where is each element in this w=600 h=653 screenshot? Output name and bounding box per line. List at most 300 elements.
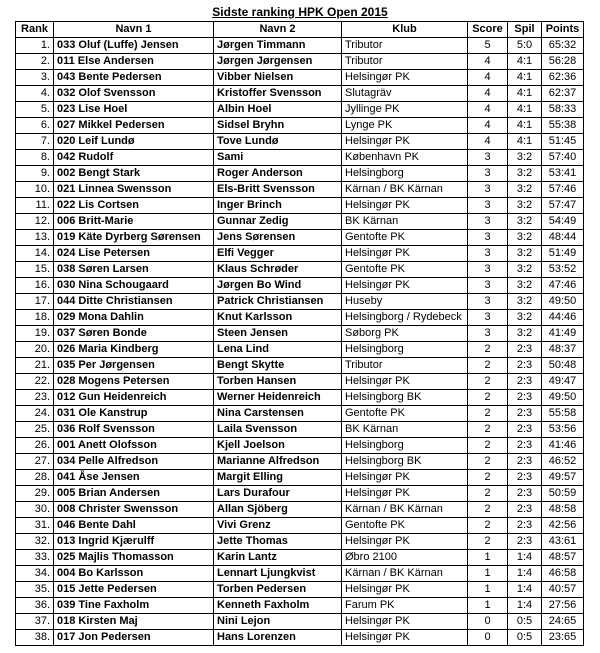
cell-klub: Farum PK <box>342 598 468 614</box>
cell-rank: 27. <box>16 454 54 470</box>
cell-points: 51:45 <box>542 134 584 150</box>
cell-score: 4 <box>468 70 508 86</box>
cell-points: 42:56 <box>542 518 584 534</box>
cell-spil: 2:3 <box>508 534 542 550</box>
cell-points: 40:57 <box>542 582 584 598</box>
cell-rank: 12. <box>16 214 54 230</box>
document-title: Sidste ranking HPK Open 2015 <box>212 5 388 19</box>
cell-navn1: 034 Pelle Alfredson <box>54 454 214 470</box>
cell-navn1: 030 Nina Schougaard <box>54 278 214 294</box>
cell-navn2: Patrick Christiansen <box>214 294 342 310</box>
cell-navn1: 038 Søren Larsen <box>54 262 214 278</box>
cell-score: 3 <box>468 246 508 262</box>
cell-klub: Helsingør PK <box>342 470 468 486</box>
table-row <box>16 614 584 630</box>
cell-klub: Helsingør PK <box>342 614 468 630</box>
header-spil: Spil <box>508 22 542 38</box>
cell-navn2: Lena Lind <box>214 342 342 358</box>
cell-navn2: Kjell Joelson <box>214 438 342 454</box>
cell-points: 65:32 <box>542 38 584 54</box>
table-row <box>16 438 584 454</box>
cell-navn2: Elfi Vegger <box>214 246 342 262</box>
cell-score: 2 <box>468 342 508 358</box>
cell-klub: Huseby <box>342 294 468 310</box>
table-row <box>16 326 584 342</box>
cell-points: 50:59 <box>542 486 584 502</box>
table-row <box>16 214 584 230</box>
cell-navn2: Sidsel Bryhn <box>214 118 342 134</box>
cell-rank: 29. <box>16 486 54 502</box>
cell-spil: 1:4 <box>508 566 542 582</box>
cell-klub: København PK <box>342 150 468 166</box>
cell-klub: Helsingør PK <box>342 198 468 214</box>
cell-rank: 36. <box>16 598 54 614</box>
header-points: Points <box>542 22 584 38</box>
cell-rank: 10. <box>16 182 54 198</box>
cell-klub: Helsingør PK <box>342 246 468 262</box>
table-row <box>16 70 584 86</box>
table-row <box>16 294 584 310</box>
cell-rank: 7. <box>16 134 54 150</box>
cell-spil: 4:1 <box>508 86 542 102</box>
cell-spil: 2:3 <box>508 518 542 534</box>
cell-klub: Gentofte PK <box>342 262 468 278</box>
cell-points: 48:57 <box>542 550 584 566</box>
cell-score: 3 <box>468 278 508 294</box>
cell-spil: 4:1 <box>508 102 542 118</box>
cell-spil: 0:5 <box>508 614 542 630</box>
cell-points: 48:37 <box>542 342 584 358</box>
cell-navn2: Klaus Schrøder <box>214 262 342 278</box>
cell-score: 3 <box>468 230 508 246</box>
table-row <box>16 134 584 150</box>
table-row <box>16 150 584 166</box>
cell-rank: 18. <box>16 310 54 326</box>
table-row <box>16 390 584 406</box>
cell-navn2: Knut Karlsson <box>214 310 342 326</box>
cell-spil: 3:2 <box>508 246 542 262</box>
cell-navn2: Kristoffer Svensson <box>214 86 342 102</box>
cell-navn1: 031 Ole Kanstrup <box>54 406 214 422</box>
table-row <box>16 550 584 566</box>
cell-klub: Søborg PK <box>342 326 468 342</box>
table-row <box>16 486 584 502</box>
cell-score: 2 <box>468 406 508 422</box>
cell-spil: 4:1 <box>508 118 542 134</box>
cell-spil: 2:3 <box>508 358 542 374</box>
cell-points: 54:49 <box>542 214 584 230</box>
header-klub: Klub <box>342 22 468 38</box>
cell-navn1: 013 Ingrid Kjærulff <box>54 534 214 550</box>
cell-navn1: 041 Åse Jensen <box>54 470 214 486</box>
cell-navn1: 018 Kirsten Maj <box>54 614 214 630</box>
cell-navn2: Els-Britt Svensson <box>214 182 342 198</box>
table-row <box>16 630 584 646</box>
cell-navn2: Hans Lorenzen <box>214 630 342 646</box>
cell-rank: 17. <box>16 294 54 310</box>
cell-points: 48:44 <box>542 230 584 246</box>
cell-rank: 21. <box>16 358 54 374</box>
cell-navn1: 039 Tine Faxholm <box>54 598 214 614</box>
cell-score: 1 <box>468 598 508 614</box>
cell-navn1: 017 Jon Pedersen <box>54 630 214 646</box>
cell-navn2: Roger Anderson <box>214 166 342 182</box>
cell-rank: 13. <box>16 230 54 246</box>
cell-navn1: 012 Gun Heidenreich <box>54 390 214 406</box>
header-rank: Rank <box>16 22 54 38</box>
cell-navn2: Lennart Ljungkvist <box>214 566 342 582</box>
cell-klub: Kärnan / BK Kärnan <box>342 566 468 582</box>
header-navn1: Navn 1 <box>54 22 214 38</box>
table-row <box>16 518 584 534</box>
cell-rank: 37. <box>16 614 54 630</box>
cell-klub: Helsingborg BK <box>342 390 468 406</box>
cell-klub: Helsingør PK <box>342 70 468 86</box>
table-row <box>16 118 584 134</box>
cell-navn2: Bengt Skytte <box>214 358 342 374</box>
cell-spil: 3:2 <box>508 150 542 166</box>
cell-klub: Gentofte PK <box>342 518 468 534</box>
cell-spil: 2:3 <box>508 454 542 470</box>
cell-rank: 28. <box>16 470 54 486</box>
cell-spil: 2:3 <box>508 342 542 358</box>
cell-rank: 8. <box>16 150 54 166</box>
cell-navn2: Vivi Grenz <box>214 518 342 534</box>
cell-klub: Helsingborg <box>342 342 468 358</box>
table-row <box>16 406 584 422</box>
table-row <box>16 454 584 470</box>
table-row <box>16 598 584 614</box>
table-row <box>16 358 584 374</box>
cell-navn1: 044 Ditte Christiansen <box>54 294 214 310</box>
cell-navn1: 021 Linnea Swensson <box>54 182 214 198</box>
cell-navn2: Allan Sjöberg <box>214 502 342 518</box>
cell-spil: 2:3 <box>508 374 542 390</box>
table-row <box>16 310 584 326</box>
cell-spil: 3:2 <box>508 326 542 342</box>
cell-points: 55:38 <box>542 118 584 134</box>
cell-navn2: Karin Lantz <box>214 550 342 566</box>
cell-score: 5 <box>468 38 508 54</box>
cell-navn2: Jørgen Jørgensen <box>214 54 342 70</box>
cell-klub: Helsingør PK <box>342 582 468 598</box>
cell-klub: Tributor <box>342 358 468 374</box>
cell-rank: 33. <box>16 550 54 566</box>
cell-rank: 31. <box>16 518 54 534</box>
cell-score: 2 <box>468 358 508 374</box>
cell-rank: 9. <box>16 166 54 182</box>
cell-score: 3 <box>468 294 508 310</box>
cell-spil: 5:0 <box>508 38 542 54</box>
cell-klub: Helsingborg BK <box>342 454 468 470</box>
cell-points: 62:36 <box>542 70 584 86</box>
cell-navn2: Torben Hansen <box>214 374 342 390</box>
cell-klub: Jyllinge PK <box>342 102 468 118</box>
cell-points: 58:33 <box>542 102 584 118</box>
cell-klub: Helsingborg / Rydebeck <box>342 310 468 326</box>
cell-navn2: Sami <box>214 150 342 166</box>
cell-points: 53:56 <box>542 422 584 438</box>
cell-points: 46:52 <box>542 454 584 470</box>
header-score: Score <box>468 22 508 38</box>
cell-navn2: Marianne Alfredson <box>214 454 342 470</box>
table-row <box>16 86 584 102</box>
cell-navn2: Lars Durafour <box>214 486 342 502</box>
cell-rank: 14. <box>16 246 54 262</box>
table-row <box>16 422 584 438</box>
cell-navn1: 042 Rudolf <box>54 150 214 166</box>
cell-score: 3 <box>468 166 508 182</box>
cell-rank: 25. <box>16 422 54 438</box>
cell-navn1: 020 Leif Lundø <box>54 134 214 150</box>
cell-score: 3 <box>468 214 508 230</box>
cell-navn2: Inger Brinch <box>214 198 342 214</box>
cell-points: 43:61 <box>542 534 584 550</box>
cell-score: 3 <box>468 198 508 214</box>
cell-score: 2 <box>468 518 508 534</box>
table-row <box>16 198 584 214</box>
cell-klub: Kärnan / BK Kärnan <box>342 182 468 198</box>
cell-spil: 2:3 <box>508 470 542 486</box>
cell-rank: 1. <box>16 38 54 54</box>
cell-navn1: 002 Bengt Stark <box>54 166 214 182</box>
cell-navn2: Jørgen Bo Wind <box>214 278 342 294</box>
cell-points: 46:58 <box>542 566 584 582</box>
cell-points: 44:46 <box>542 310 584 326</box>
cell-rank: 4. <box>16 86 54 102</box>
cell-klub: Helsingør PK <box>342 278 468 294</box>
ranking-table <box>15 21 584 646</box>
cell-points: 23:65 <box>542 630 584 646</box>
cell-spil: 3:2 <box>508 182 542 198</box>
cell-spil: 2:3 <box>508 406 542 422</box>
cell-navn1: 033 Oluf (Luffe) Jensen <box>54 38 214 54</box>
cell-rank: 19. <box>16 326 54 342</box>
cell-klub: Helsingør PK <box>342 630 468 646</box>
cell-score: 2 <box>468 374 508 390</box>
cell-score: 3 <box>468 182 508 198</box>
cell-score: 3 <box>468 262 508 278</box>
cell-score: 4 <box>468 118 508 134</box>
cell-navn2: Werner Heidenreich <box>214 390 342 406</box>
header-navn2: Navn 2 <box>214 22 342 38</box>
cell-rank: 26. <box>16 438 54 454</box>
cell-navn1: 027 Mikkel Pedersen <box>54 118 214 134</box>
table-row <box>16 582 584 598</box>
cell-score: 3 <box>468 150 508 166</box>
cell-navn2: Tove Lundø <box>214 134 342 150</box>
cell-points: 57:47 <box>542 198 584 214</box>
table-row <box>16 182 584 198</box>
table-row <box>16 102 584 118</box>
cell-navn1: 022 Lis Cortsen <box>54 198 214 214</box>
cell-klub: Helsingborg <box>342 166 468 182</box>
cell-spil: 2:3 <box>508 486 542 502</box>
cell-rank: 5. <box>16 102 54 118</box>
cell-spil: 0:5 <box>508 630 542 646</box>
cell-spil: 3:2 <box>508 230 542 246</box>
cell-spil: 4:1 <box>508 54 542 70</box>
cell-score: 3 <box>468 326 508 342</box>
table-row <box>16 262 584 278</box>
cell-navn1: 024 Lise Petersen <box>54 246 214 262</box>
cell-rank: 35. <box>16 582 54 598</box>
table-row <box>16 342 584 358</box>
cell-spil: 1:4 <box>508 550 542 566</box>
cell-navn1: 008 Christer Swensson <box>54 502 214 518</box>
cell-navn1: 029 Mona Dahlin <box>54 310 214 326</box>
cell-score: 4 <box>468 54 508 70</box>
cell-spil: 3:2 <box>508 278 542 294</box>
cell-rank: 23. <box>16 390 54 406</box>
cell-klub: Lynge PK <box>342 118 468 134</box>
cell-rank: 6. <box>16 118 54 134</box>
cell-score: 3 <box>468 310 508 326</box>
cell-navn2: Margit Elling <box>214 470 342 486</box>
cell-points: 47:46 <box>542 278 584 294</box>
cell-klub: Gentofte PK <box>342 230 468 246</box>
cell-navn2: Jens Sørensen <box>214 230 342 246</box>
cell-points: 41:49 <box>542 326 584 342</box>
cell-rank: 20. <box>16 342 54 358</box>
cell-navn1: 036 Rolf Svensson <box>54 422 214 438</box>
cell-rank: 11. <box>16 198 54 214</box>
cell-spil: 2:3 <box>508 438 542 454</box>
cell-navn1: 025 Majlis Thomasson <box>54 550 214 566</box>
cell-points: 57:46 <box>542 182 584 198</box>
cell-spil: 3:2 <box>508 294 542 310</box>
cell-rank: 22. <box>16 374 54 390</box>
cell-spil: 2:3 <box>508 502 542 518</box>
cell-rank: 32. <box>16 534 54 550</box>
cell-navn2: Nina Carstensen <box>214 406 342 422</box>
cell-rank: 15. <box>16 262 54 278</box>
cell-navn1: 004 Bo Karlsson <box>54 566 214 582</box>
cell-score: 4 <box>468 86 508 102</box>
cell-navn2: Jette Thomas <box>214 534 342 550</box>
cell-navn1: 023 Lise Hoel <box>54 102 214 118</box>
cell-score: 1 <box>468 566 508 582</box>
cell-spil: 1:4 <box>508 598 542 614</box>
table-row <box>16 38 584 54</box>
table-row <box>16 246 584 262</box>
cell-klub: Helsingør PK <box>342 534 468 550</box>
cell-navn2: Albin Hoel <box>214 102 342 118</box>
cell-navn1: 032 Olof Svensson <box>54 86 214 102</box>
cell-navn1: 028 Mogens Petersen <box>54 374 214 390</box>
cell-points: 62:37 <box>542 86 584 102</box>
cell-klub: Helsingør PK <box>342 486 468 502</box>
cell-navn1: 043 Bente Pedersen <box>54 70 214 86</box>
cell-klub: Helsingborg <box>342 438 468 454</box>
cell-points: 55:58 <box>542 406 584 422</box>
cell-navn1: 015 Jette Pedersen <box>54 582 214 598</box>
cell-rank: 38. <box>16 630 54 646</box>
cell-spil: 3:2 <box>508 214 542 230</box>
cell-points: 27:56 <box>542 598 584 614</box>
cell-score: 0 <box>468 630 508 646</box>
cell-navn2: Nini Lejon <box>214 614 342 630</box>
cell-spil: 1:4 <box>508 582 542 598</box>
cell-spil: 3:2 <box>508 166 542 182</box>
cell-spil: 3:2 <box>508 310 542 326</box>
table-row <box>16 230 584 246</box>
cell-navn1: 001 Anett Olofsson <box>54 438 214 454</box>
cell-points: 49:47 <box>542 374 584 390</box>
cell-navn1: 035 Per Jørgensen <box>54 358 214 374</box>
cell-points: 51:49 <box>542 246 584 262</box>
cell-rank: 30. <box>16 502 54 518</box>
cell-score: 1 <box>468 582 508 598</box>
cell-points: 49:57 <box>542 470 584 486</box>
table-row <box>16 278 584 294</box>
cell-klub: Kärnan / BK Kärnan <box>342 502 468 518</box>
cell-klub: BK Kärnan <box>342 422 468 438</box>
cell-navn2: Jørgen Timmann <box>214 38 342 54</box>
table-row <box>16 534 584 550</box>
cell-navn1: 046 Bente Dahl <box>54 518 214 534</box>
cell-points: 57:40 <box>542 150 584 166</box>
cell-klub: Øbro 2100 <box>342 550 468 566</box>
cell-points: 50:48 <box>542 358 584 374</box>
cell-points: 41:46 <box>542 438 584 454</box>
cell-score: 0 <box>468 614 508 630</box>
cell-klub: Tributor <box>342 54 468 70</box>
cell-navn1: 005 Brian Andersen <box>54 486 214 502</box>
table-row <box>16 502 584 518</box>
cell-points: 56:28 <box>542 54 584 70</box>
cell-klub: Helsingør PK <box>342 374 468 390</box>
cell-points: 53:41 <box>542 166 584 182</box>
cell-points: 24:65 <box>542 614 584 630</box>
cell-points: 48:58 <box>542 502 584 518</box>
cell-spil: 3:2 <box>508 198 542 214</box>
cell-score: 2 <box>468 454 508 470</box>
cell-navn1: 026 Maria Kindberg <box>54 342 214 358</box>
cell-navn2: Vibber Nielsen <box>214 70 342 86</box>
cell-score: 2 <box>468 534 508 550</box>
cell-points: 49:50 <box>542 294 584 310</box>
cell-navn2: Steen Jensen <box>214 326 342 342</box>
cell-navn2: Kenneth Faxholm <box>214 598 342 614</box>
table-row <box>16 166 584 182</box>
cell-spil: 2:3 <box>508 390 542 406</box>
cell-rank: 3. <box>16 70 54 86</box>
cell-score: 2 <box>468 390 508 406</box>
cell-rank: 16. <box>16 278 54 294</box>
cell-score: 1 <box>468 550 508 566</box>
cell-points: 49:50 <box>542 390 584 406</box>
cell-score: 4 <box>468 102 508 118</box>
table-row <box>16 374 584 390</box>
cell-spil: 4:1 <box>508 70 542 86</box>
cell-score: 2 <box>468 502 508 518</box>
cell-spil: 2:3 <box>508 422 542 438</box>
cell-rank: 34. <box>16 566 54 582</box>
cell-score: 2 <box>468 422 508 438</box>
cell-navn1: 006 Britt-Marie <box>54 214 214 230</box>
cell-navn2: Torben Pedersen <box>214 582 342 598</box>
table-row <box>16 566 584 582</box>
cell-score: 4 <box>468 134 508 150</box>
cell-klub: Slutagräv <box>342 86 468 102</box>
cell-klub: Tributor <box>342 38 468 54</box>
cell-spil: 3:2 <box>508 262 542 278</box>
cell-navn2: Laila Svensson <box>214 422 342 438</box>
cell-navn1: 011 Else Andersen <box>54 54 214 70</box>
cell-klub: Helsingør PK <box>342 134 468 150</box>
cell-klub: Gentofte PK <box>342 406 468 422</box>
